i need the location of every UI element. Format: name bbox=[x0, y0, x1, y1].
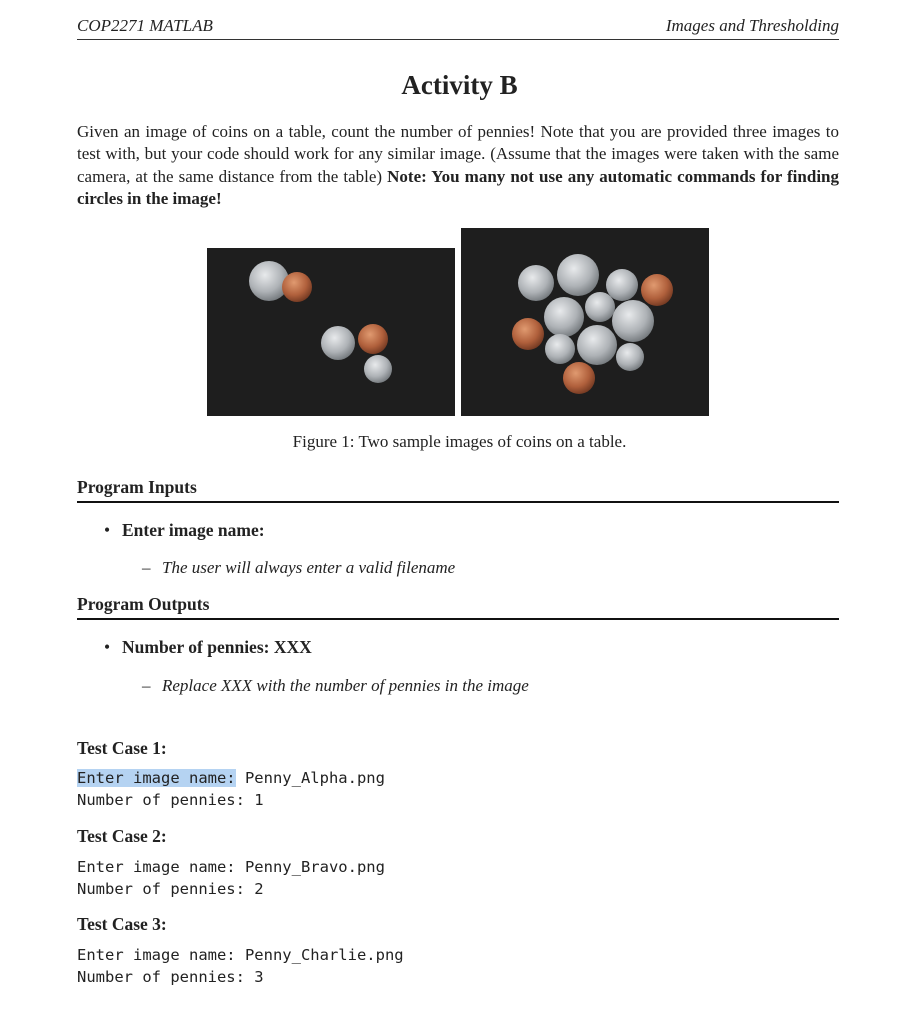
inputs-section-heading bbox=[77, 477, 839, 503]
page-title: Activity B bbox=[401, 70, 518, 100]
coin-photo-1 bbox=[207, 248, 455, 416]
coin bbox=[544, 297, 584, 337]
coin-penny bbox=[358, 324, 388, 354]
outputs-bullet bbox=[104, 637, 312, 658]
coin-quarter bbox=[249, 261, 289, 301]
console-prompt: Enter image name: bbox=[77, 858, 236, 876]
inputs-bullet bbox=[104, 520, 265, 541]
coin bbox=[518, 265, 554, 301]
intro-text: Given an image of coins on a table, count the number of pennies! Note that you are provided three images to test with, but your code should work for any similar image. (Assume that the images were taken with the same camera, at the same distance from the table) bbox=[77, 122, 839, 186]
inputs-sub-item bbox=[142, 558, 455, 578]
outputs-heading-text: Program Outputs bbox=[77, 594, 210, 614]
inputs-sub-text: The user will always enter a valid filename bbox=[162, 558, 456, 577]
page-header bbox=[77, 14, 839, 40]
console-filename: Penny_Bravo.png bbox=[235, 858, 385, 876]
coin bbox=[612, 300, 654, 342]
test-case-1-console bbox=[77, 767, 385, 811]
coin-dime bbox=[364, 355, 392, 383]
outputs-sub-text: Replace XXX with the number of pennies in the image bbox=[162, 676, 529, 695]
inputs-bullet-text: Enter image name: bbox=[122, 520, 265, 540]
outputs-sub-item bbox=[142, 676, 529, 696]
header-topic: Images and Thresholding bbox=[665, 16, 839, 35]
test-case-3-console bbox=[77, 944, 404, 988]
coin-penny bbox=[563, 362, 595, 394]
coin-penny bbox=[512, 318, 544, 350]
coin bbox=[585, 292, 615, 322]
coin bbox=[577, 325, 617, 365]
test-case-2-heading: Test Case 2: bbox=[77, 826, 167, 846]
console-result: Number of pennies: 2 bbox=[77, 880, 264, 898]
console-prompt-selected: Enter image name: bbox=[77, 769, 236, 787]
coin-penny bbox=[282, 272, 312, 302]
coin bbox=[606, 269, 638, 301]
console-result: Number of pennies: 3 bbox=[77, 968, 264, 986]
header-course: COP2271 MATLAB bbox=[77, 16, 213, 35]
coin bbox=[557, 254, 599, 296]
inputs-heading-text: Program Inputs bbox=[77, 477, 197, 497]
intro-note: Note: You many not use any automatic commands for finding circles in the image! bbox=[77, 166, 839, 208]
console-result: Number of pennies: 1 bbox=[77, 791, 264, 809]
coin-penny bbox=[641, 274, 673, 306]
dash-mark: – bbox=[142, 676, 151, 695]
test-case-1-heading: Test Case 1: bbox=[77, 738, 167, 758]
coin-photo-2 bbox=[461, 228, 709, 416]
test-case-2-console bbox=[77, 856, 385, 900]
intro-paragraph bbox=[77, 121, 839, 210]
test-case-3-heading: Test Case 3: bbox=[77, 914, 167, 934]
bullet-dot: • bbox=[104, 520, 111, 540]
coin-nickel bbox=[321, 326, 355, 360]
outputs-bullet-text: Number of pennies: XXX bbox=[122, 637, 312, 657]
console-prompt: Enter image name: bbox=[77, 946, 236, 964]
console-filename: Penny_Alpha.png bbox=[235, 769, 385, 787]
bullet-dot: • bbox=[104, 637, 111, 657]
dash-mark: – bbox=[142, 558, 151, 577]
figure-caption: Figure 1: Two sample images of coins on a table. bbox=[292, 432, 627, 451]
coin bbox=[545, 334, 575, 364]
outputs-section-heading bbox=[77, 594, 839, 620]
coin bbox=[616, 343, 644, 371]
console-filename: Penny_Charlie.png bbox=[235, 946, 404, 964]
